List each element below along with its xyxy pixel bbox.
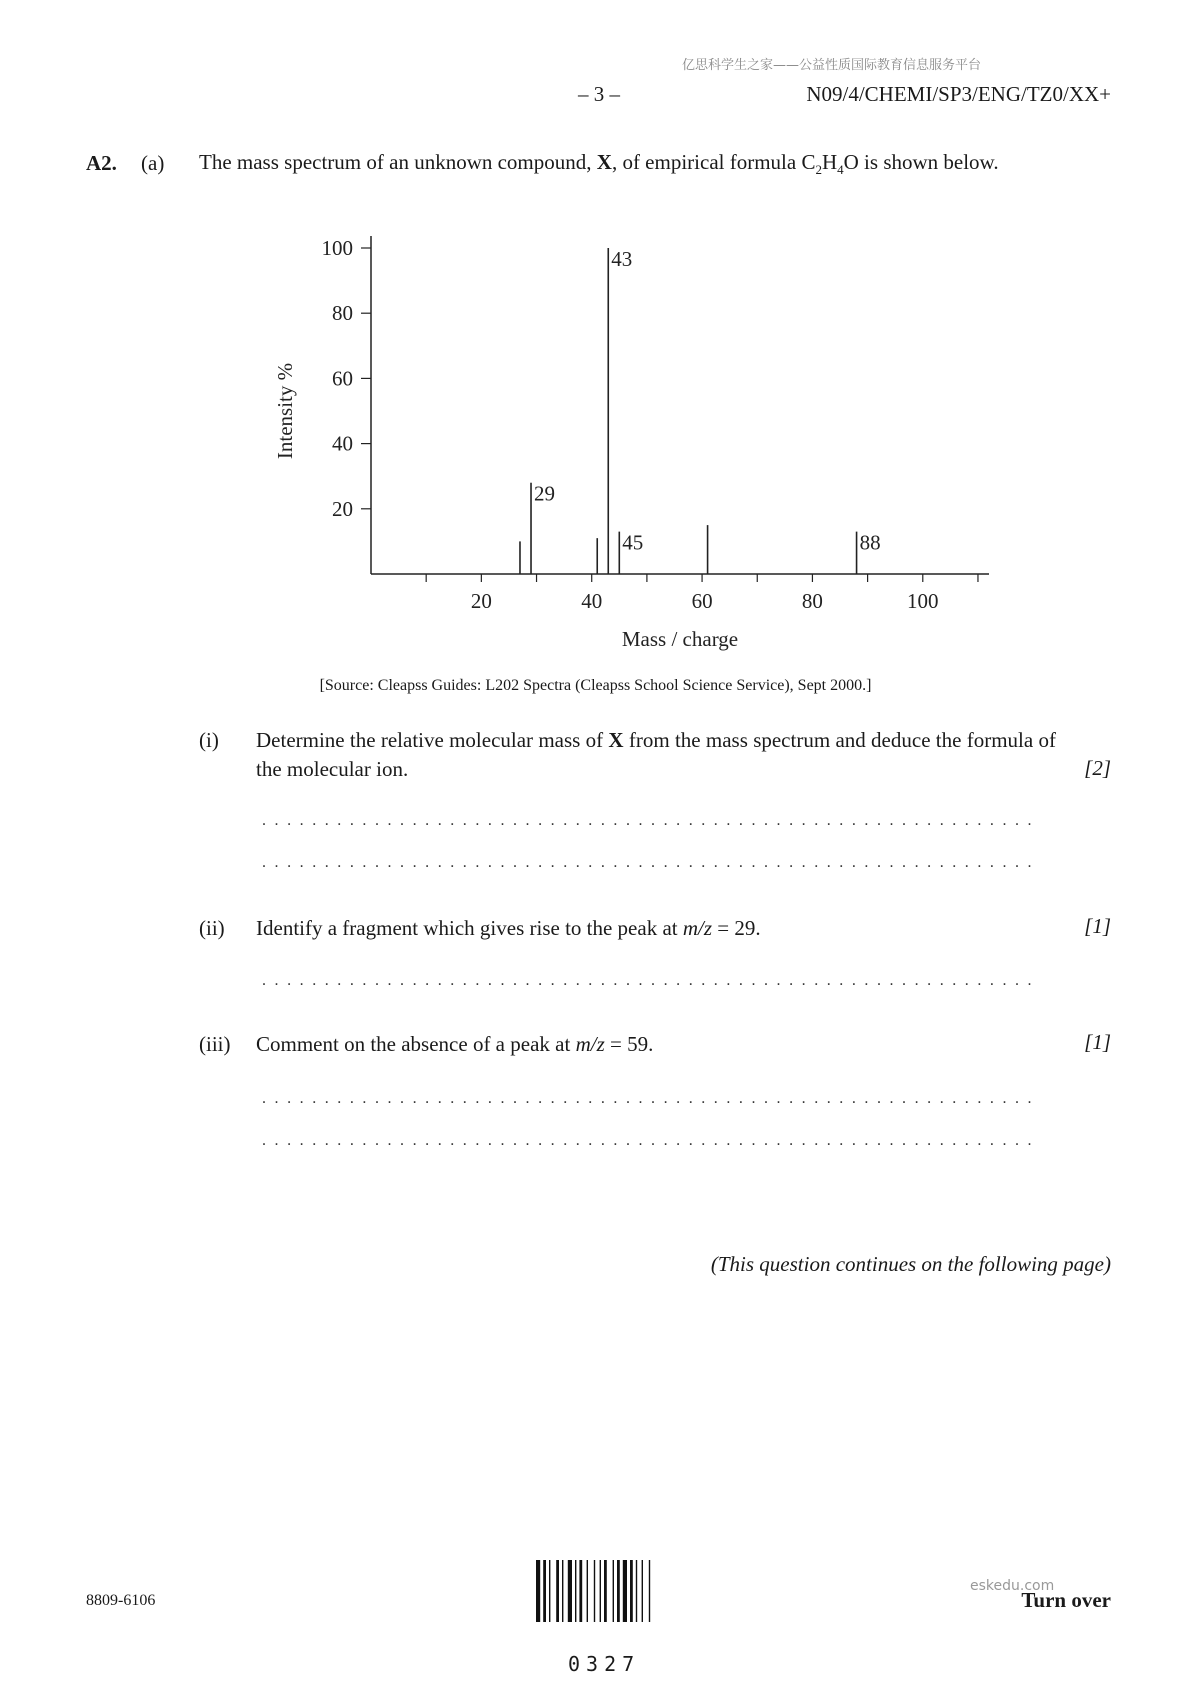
peak-label: 43: [611, 247, 633, 271]
barcode-icon: [534, 1560, 666, 1626]
subquestion-iii-text: Comment on the absence of a peak at m/z = 59.: [256, 1032, 654, 1056]
y-tick-label: 80: [332, 301, 353, 326]
question-intro: The mass spectrum of an unknown compound, X, of empirical formula $C_2H_4O$ is shown below.: [199, 150, 999, 178]
footer-watermark: eskedu.com: [970, 1578, 1055, 1594]
compound-label: X: [596, 150, 612, 174]
question-number: A2.: [86, 151, 117, 175]
header-watermark: 亿思科学生之家——公益性质国际教育信息服务平台: [682, 58, 982, 73]
barcode-bar: [642, 1560, 643, 1622]
barcode-bar: [594, 1560, 595, 1622]
barcode-number: 0327: [568, 1652, 641, 1676]
barcode-bar: [562, 1560, 563, 1622]
subquestion-iii-label: (iii): [199, 1032, 231, 1056]
source-citation: [Source: Cleapss Guides: L202 Spectra (Cleapss School Science Service), Sept 2000.]: [319, 677, 872, 694]
barcode-bar: [613, 1560, 614, 1622]
barcode-bar: [636, 1560, 637, 1622]
x-tick-label: 80: [801, 589, 823, 613]
subquestion-ii-text: Identify a fragment which gives rise to the peak at m/z = 29.: [256, 916, 761, 940]
answer-line[interactable]: ..............................................................: [262, 854, 1041, 871]
x-tick-label: 40: [581, 589, 603, 613]
subquestion-ii-marks: [1]: [1084, 914, 1111, 938]
barcode-bar: [649, 1560, 650, 1622]
barcode-bar: [617, 1560, 620, 1622]
answer-line[interactable]: ..............................................................: [262, 1132, 1041, 1149]
subquestion-iii-marks: [1]: [1084, 1030, 1111, 1054]
barcode-bar: [549, 1560, 550, 1622]
barcode-bar: [579, 1560, 582, 1622]
y-tick-label: 100: [321, 236, 353, 260]
y-tick-label: 60: [332, 366, 353, 391]
peak-label: 29: [534, 481, 556, 506]
barcode-bar: [568, 1560, 572, 1622]
barcode-bar: [543, 1560, 546, 1622]
x-axis-label: Mass / charge: [621, 627, 739, 651]
x-tick-label: 20: [470, 589, 492, 613]
subquestion-i-label: (i): [199, 728, 219, 752]
continue-note: (This question continues on the following page): [710, 1252, 1111, 1276]
y-tick-label: 40: [332, 431, 353, 456]
peak-label: 88: [859, 530, 881, 555]
barcode-bar: [630, 1560, 633, 1622]
answer-line[interactable]: ..............................................................: [262, 1090, 1041, 1107]
barcode-bar: [604, 1560, 607, 1622]
y-tick-label: 20: [332, 496, 353, 521]
barcode-bar: [587, 1560, 588, 1622]
barcode-bar: [556, 1560, 559, 1622]
mass-spectrum-chart: [260, 230, 1020, 660]
page-number: – 3 –: [578, 82, 620, 106]
barcode-bar: [536, 1560, 540, 1622]
peak-label: 45: [622, 530, 644, 555]
y-axis-label: Intensity %: [273, 362, 297, 460]
turn-over-label: Turn over: [1021, 1588, 1111, 1612]
barcode-bar: [623, 1560, 627, 1622]
exam-code: 8809-6106: [86, 1592, 156, 1609]
subquestion-i-text: Determine the relative molecular mass of X from the mass spectrum and deduce the formula of the molecular ion.: [256, 728, 1056, 781]
barcode-bar: [575, 1560, 576, 1622]
subquestion-ii-label: (ii): [199, 916, 225, 940]
answer-line[interactable]: ..............................................................: [262, 972, 1041, 989]
answer-line[interactable]: ..............................................................: [262, 812, 1041, 829]
barcode-bar: [600, 1560, 601, 1622]
paper-code: N09/4/CHEMI/SP3/ENG/TZ0/XX+: [806, 82, 1111, 106]
x-tick-label: 60: [691, 589, 713, 613]
question-part: (a): [141, 151, 165, 175]
x-tick-label: 100: [907, 589, 939, 613]
subquestion-i-marks: [2]: [1084, 756, 1111, 780]
